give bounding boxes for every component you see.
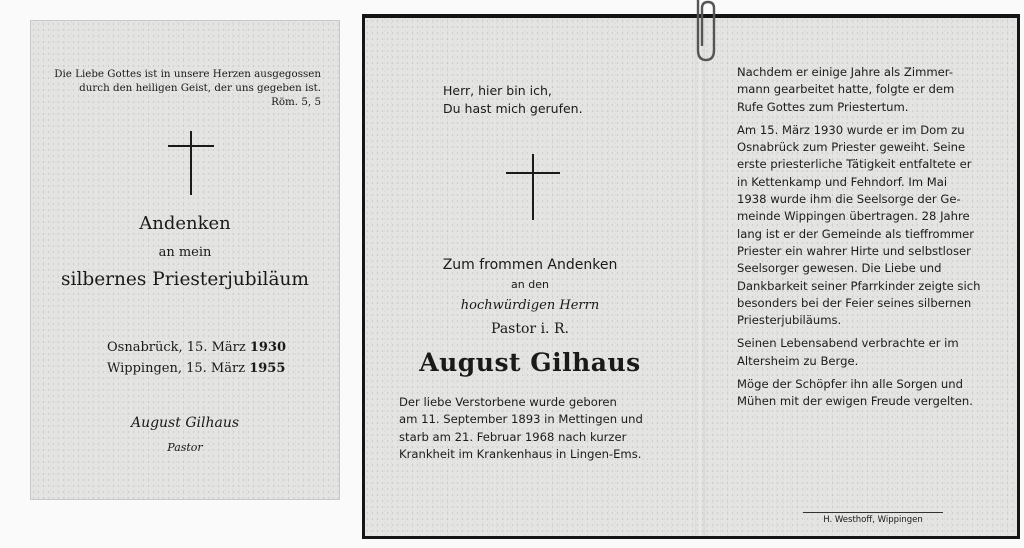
epigraph-line: Die Liebe Gottes ist in unsere Herzen ausgegossen	[54, 68, 321, 80]
date-place: Osnabrück, 15. März	[107, 340, 246, 355]
paragraph-line: Priester ein wahrer Hirte und selbstloser	[737, 243, 971, 258]
verse-line: Herr, hier bin ich,	[443, 83, 552, 98]
paragraph-line: mann gearbeitet hatte, folgte er dem	[737, 82, 955, 97]
priest-role: Pastor	[167, 441, 203, 454]
paragraph-line: besonders bei der Feier seines silbernen	[737, 295, 972, 310]
bible-verse	[443, 82, 583, 118]
epigraph	[31, 67, 321, 109]
heading-line: an den	[511, 278, 549, 291]
memorial-heading	[365, 254, 695, 340]
cross-icon	[506, 154, 560, 220]
paragraph	[737, 122, 1007, 330]
paragraph	[737, 376, 1007, 411]
paragraph-line: lang ist er der Gemeinde als tieffrommer	[737, 226, 975, 241]
paragraph	[737, 64, 1007, 116]
date-year: 1930	[249, 340, 287, 355]
fold-line	[695, 18, 705, 536]
epigraph-reference: Röm. 5, 5	[271, 96, 321, 108]
paragraph-line: Seelsorger gewesen. Die Liebe und	[737, 261, 942, 276]
paperclip-icon	[687, 0, 721, 64]
paragraph-line: Nachdem er einige Jahre als Zimmer-	[737, 65, 954, 79]
epigraph-line: durch den heiligen Geist, der uns gegeben ist.	[79, 82, 321, 94]
priest-name: August Gilhaus	[130, 415, 240, 431]
life-story	[737, 64, 1007, 411]
deceased-name: August Gilhaus	[419, 348, 641, 377]
card-title: Andenken	[139, 213, 231, 234]
date-line	[107, 337, 286, 358]
paragraph-line: Altersheim zu Berge.	[737, 353, 859, 368]
paragraph-line: meinde Wippingen übertragen. 28 Jahre	[737, 209, 970, 224]
biography	[399, 394, 679, 463]
verse-line: Du hast mich gerufen.	[443, 101, 583, 116]
paragraph-line: 1938 wurde ihm die Seelsorge der Ge-	[737, 192, 961, 207]
bio-line: Krankheit im Krankenhaus in Lingen-Ems.	[399, 446, 642, 461]
heading-line: Pastor i. R.	[491, 321, 569, 337]
bio-line: am 11. September 1893 in Mettingen und	[399, 412, 643, 427]
date-place: Wippingen, 15. März	[107, 361, 246, 376]
memorial-card	[362, 14, 1020, 539]
bio-line: starb am 21. Februar 1968 nach kurzer	[399, 429, 627, 444]
card-subtitle: an mein	[158, 245, 212, 260]
paragraph-line: Seinen Lebensabend verbrachte er im	[737, 336, 959, 351]
paragraph-line: Dankbarkeit seiner Pfarrkinder zeigte sich	[737, 278, 981, 293]
paragraph-line: Priesterjubiläums.	[737, 313, 842, 328]
printer-credit: H. Westhoff, Wippingen	[803, 512, 943, 525]
date-year: 1955	[249, 361, 286, 376]
paragraph-line: Mühen mit der ewigen Freude vergelten.	[737, 394, 973, 409]
card-occasion: silbernes Priesterjubiläum	[61, 269, 309, 290]
jubilee-card	[30, 20, 340, 500]
jubilee-dates	[107, 337, 286, 379]
heading-line: Zum frommen Andenken	[442, 257, 618, 273]
paragraph-line: Möge der Schöpfer ihn alle Sorgen und	[737, 377, 963, 392]
date-line	[107, 358, 286, 379]
paragraph-line: erste priesterliche Tätigkeit entfaltete er	[737, 157, 972, 172]
bio-line: Der liebe Verstorbene wurde geboren	[399, 395, 617, 409]
cross-icon	[168, 131, 214, 195]
paragraph	[737, 335, 1007, 370]
paragraph-line: Osnabrück zum Priester geweiht. Seine	[737, 140, 966, 155]
paragraph-line: Am 15. März 1930 wurde er im Dom zu	[737, 122, 965, 137]
paragraph-line: in Kettenkamp und Fehndorf. Im Mai	[737, 174, 948, 189]
heading-line: hochwürdigen Herrn	[460, 298, 600, 313]
paragraph-line: Rufe Gottes zum Priestertum.	[737, 99, 909, 114]
